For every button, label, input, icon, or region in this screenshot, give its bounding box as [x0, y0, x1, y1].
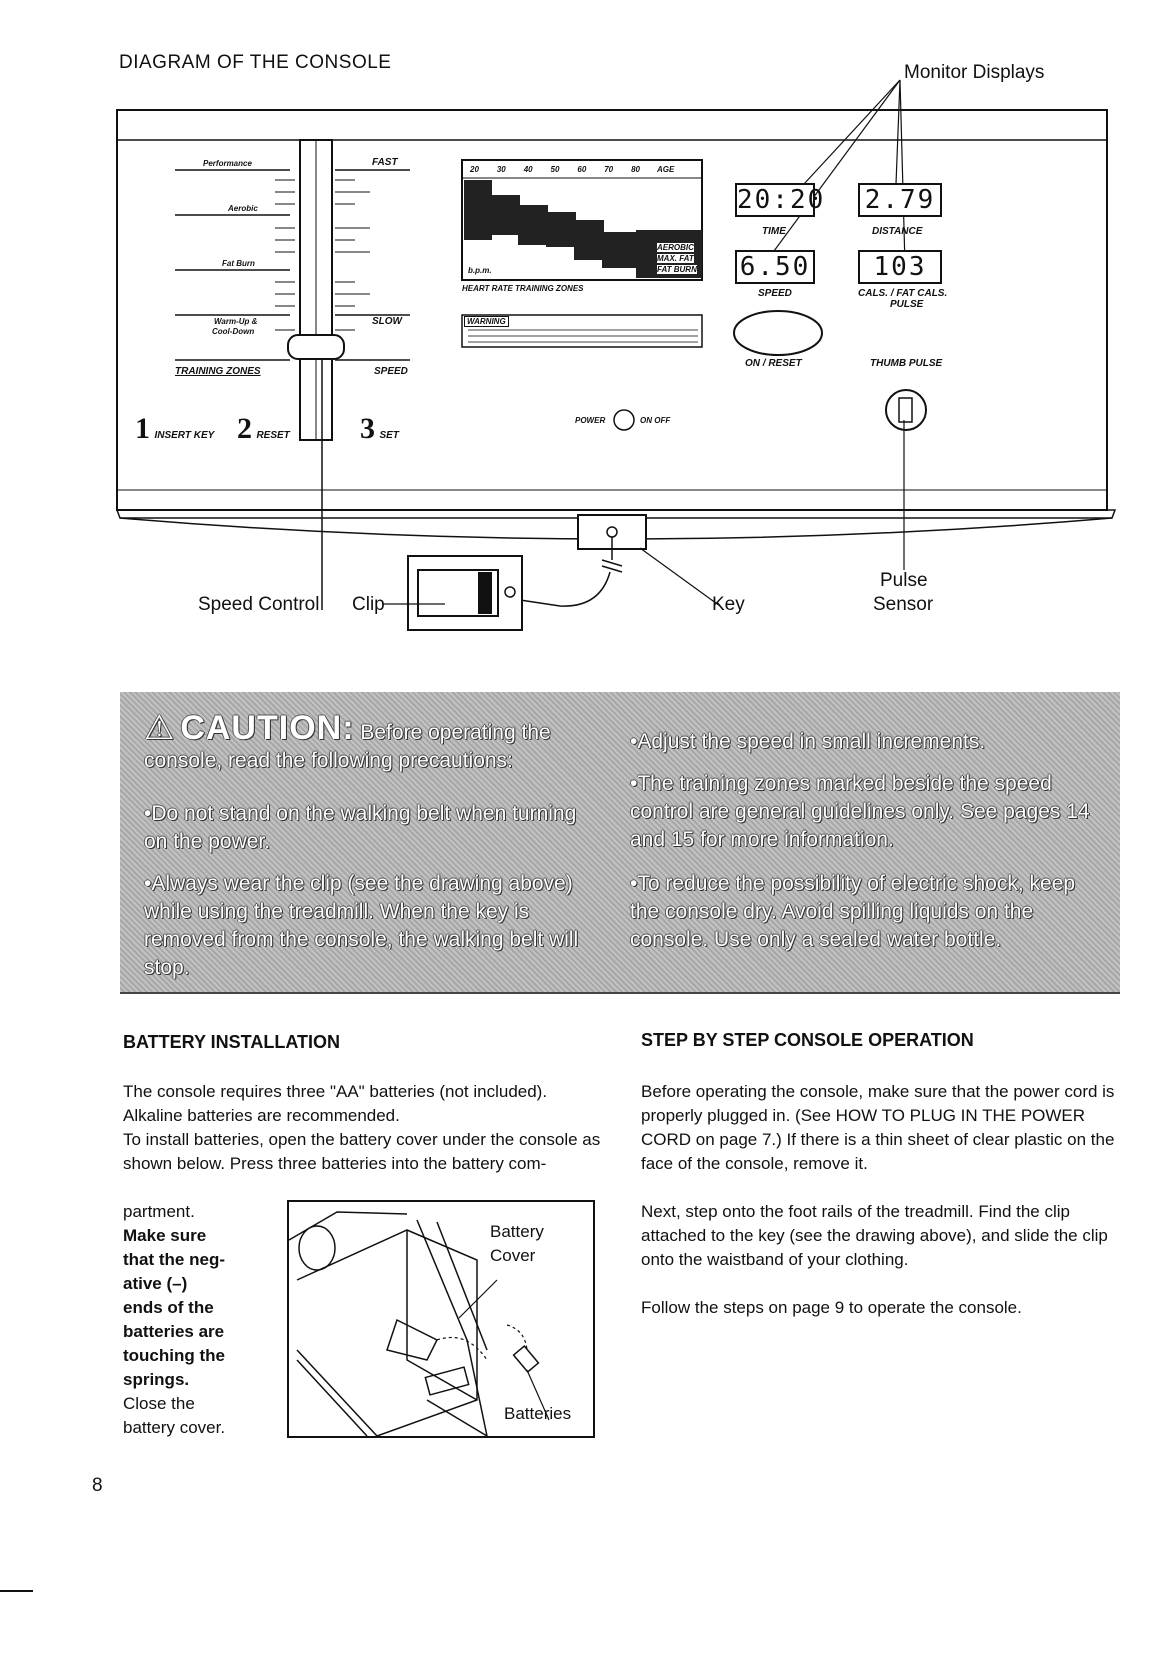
speed-display-label: SPEED [758, 288, 792, 299]
battery-cover-line-1: Battery [490, 1222, 544, 1241]
close-line-1: Close the [123, 1394, 195, 1413]
caution-word: CAUTION: [180, 709, 355, 747]
distance-display: 2.79 [858, 183, 942, 217]
zone-maxfat-chart: MAX. FAT [657, 254, 694, 263]
caution-item-left-1: •Do not stand on the walking belt when turning on the power. [144, 802, 577, 853]
caution-item-right-2: •The training zones marked beside the speed control are general guidelines only. See pages 14 and 15 for more information. [630, 772, 1090, 851]
battery-p2: To install batteries, open the battery cover under the console as shown below. Press three batteries into the battery com- [123, 1130, 601, 1173]
zone-fatburn-chart: FAT BURN [657, 265, 697, 274]
step-1 [135, 412, 214, 446]
bold-line-5: batteries are [123, 1322, 225, 1341]
speed-display: 6.50 [735, 250, 815, 284]
age-70: 70 [604, 165, 614, 174]
cals-display: 103 [858, 250, 942, 284]
speed-label: SPEED [374, 366, 408, 377]
bold-line-7: springs. [123, 1370, 190, 1389]
on-off-label: ON OFF [640, 416, 671, 425]
battery-cover-label [490, 1220, 544, 1268]
time-label: TIME [762, 226, 786, 237]
footer-rule [0, 1590, 33, 1592]
zone-cooldown: Cool-Down [212, 327, 255, 336]
zone-warmup: Warm-Up & [214, 317, 258, 326]
step-3-number: 3 [360, 412, 375, 445]
step-1-label: INSERT KEY [154, 430, 215, 441]
bold-line-6: touching the [123, 1346, 225, 1365]
bpm-label: b.p.m. [468, 266, 492, 275]
thumb-pulse-label: THUMB PULSE [870, 358, 943, 369]
battery-bold-text [123, 1224, 263, 1392]
age-label: AGE [657, 165, 675, 174]
bold-line-2: that the neg- [123, 1250, 225, 1269]
caution-item-left-2: •Always wear the clip (see the drawing above) while using the treadmill. When the key is removed from the console, the walking belt will stop. [144, 872, 579, 979]
caution-lead: Before operating the console, read the following precautions: [144, 721, 551, 772]
slow-label: SLOW [372, 316, 402, 327]
bold-line-4: ends of the [123, 1298, 214, 1317]
monitor-displays-callout: Monitor Displays [904, 62, 1045, 83]
page-number: 8 [92, 1475, 103, 1496]
battery-cover-line-2: Cover [490, 1246, 536, 1265]
zone-fat-burn: Fat Burn [222, 259, 255, 268]
training-zones-label: TRAINING ZONES [175, 366, 261, 377]
caution-item-right-1: •Adjust the speed in small increments. [630, 730, 986, 753]
battery-close-text [123, 1392, 225, 1440]
time-display: 20:20 [737, 185, 826, 215]
on-reset-button[interactable] [734, 311, 822, 355]
console-op-p1: Before operating the console, make sure that the power cord is properly plugged in. (See HOW TO PLUG IN THE POWER CORD on page 7.) If there is a thin sheet of clear plastic on the face of the console, remove it. [641, 1082, 1115, 1173]
age-30: 30 [496, 165, 506, 174]
key-callout: Key [712, 594, 745, 615]
age-20: 20 [470, 165, 479, 174]
warning-label: WARNING [464, 316, 509, 327]
on-reset-label: ON / RESET [745, 358, 802, 369]
power-label: POWER [575, 416, 606, 425]
battery-p1: The console requires three "AA" batteries (not included). Alkaline batteries are recommended. [123, 1082, 548, 1125]
age-80: 80 [631, 165, 640, 174]
pulse-display-label: PULSE [890, 299, 924, 310]
console-op-heading: STEP BY STEP CONSOLE OPERATION [641, 1030, 974, 1050]
cals-label: CALS. / FAT CALS. [858, 288, 948, 299]
console-op-p2: Next, step onto the foot rails of the treadmill. Find the clip attached to the key (see the drawing above), and slide the clip onto the waistband of your clothing. [641, 1202, 1108, 1269]
age-40: 40 [523, 165, 533, 174]
age-60: 60 [577, 165, 587, 174]
zone-aerobic-chart: AEROBIC [657, 243, 694, 252]
step-1-number: 1 [135, 412, 150, 445]
caution-header [144, 709, 584, 775]
zone-aerobic: Aerobic [228, 204, 258, 213]
clip-callout: Clip [352, 594, 385, 615]
battery-p2-end: partment. [123, 1202, 195, 1221]
distance-label: DISTANCE [872, 226, 923, 237]
pulse-callout: Pulse [880, 570, 928, 591]
battery-heading: BATTERY INSTALLATION [123, 1032, 340, 1052]
bold-line-3: ative (–) [123, 1274, 188, 1293]
caution-item-right-3: •To reduce the possibility of electric shock, keep the console dry. Avoid spilling liquids on the console. Use only a sealed water bottle. [630, 872, 1076, 951]
close-line-2: battery cover. [123, 1418, 226, 1437]
step-3-label: SET [379, 430, 399, 441]
diagram-title: DIAGRAM OF THE CONSOLE [119, 52, 392, 73]
step-3 [360, 412, 399, 446]
caution-icon: ⚠ [144, 709, 175, 747]
zone-performance: Performance [203, 159, 252, 168]
step-2 [237, 412, 290, 446]
fast-label: FAST [372, 157, 398, 168]
console-diagram [0, 0, 1175, 640]
console-op-p3: Follow the steps on page 9 to operate the console. [641, 1298, 1022, 1317]
batteries-label: Batteries [504, 1404, 572, 1423]
step-2-label: RESET [256, 430, 290, 441]
age-50: 50 [550, 165, 560, 174]
heart-chart-ages [470, 165, 640, 174]
caution-box [120, 692, 1120, 994]
heart-chart-caption: HEART RATE TRAINING ZONES [462, 284, 584, 293]
bold-line-1: Make sure [123, 1226, 207, 1245]
speed-control-callout: Speed Control [198, 594, 320, 615]
sensor-callout: Sensor [873, 594, 934, 615]
step-2-number: 2 [237, 412, 252, 445]
